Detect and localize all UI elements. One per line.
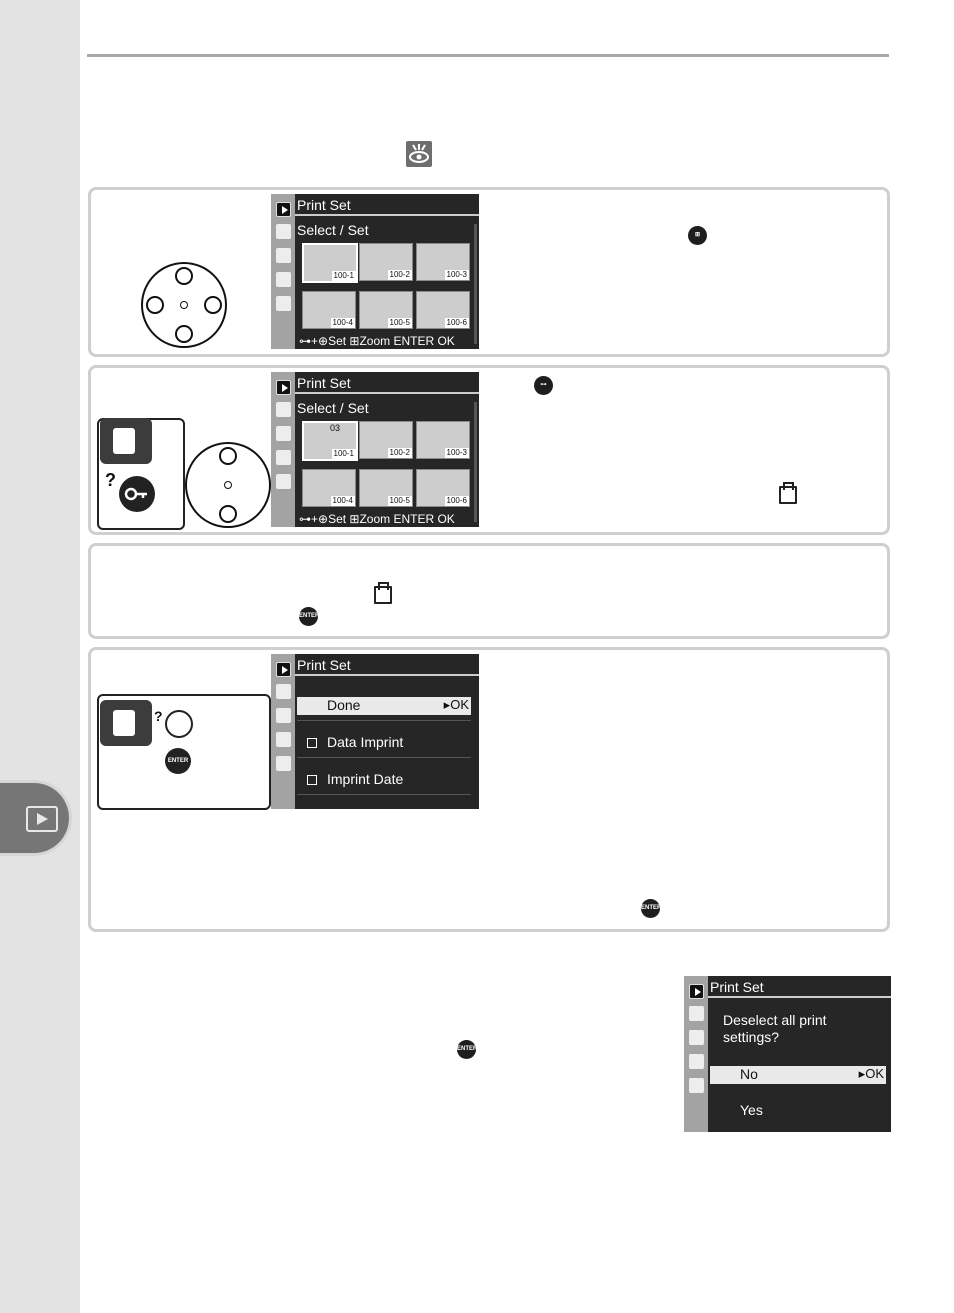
screen-subtitle: Select / Set	[297, 400, 369, 416]
step-1-panel	[88, 187, 890, 357]
menu-item-label: Imprint Date	[327, 771, 404, 787]
ok-indicator: ▸OK	[858, 1066, 884, 1081]
thumbnail-label: 100-3	[446, 448, 467, 457]
option-no[interactable]	[710, 1066, 886, 1084]
ok-label: OK	[450, 697, 469, 712]
playback-menu-icon	[689, 984, 704, 999]
thumbnail-label: 100-6	[446, 318, 467, 327]
header-line	[295, 674, 479, 676]
thumbnail[interactable]	[302, 469, 356, 507]
shooting-menu-icon	[689, 1006, 704, 1021]
print-icon	[374, 586, 392, 604]
multi-selector-dial	[185, 442, 271, 528]
step-4-panel	[88, 647, 890, 932]
center-dot-icon	[224, 481, 232, 489]
playback-icon	[26, 806, 58, 832]
thumbnail-label: 100-2	[389, 270, 410, 279]
right-arrow-icon	[204, 296, 222, 314]
enter-button-icon: ENTER	[641, 899, 660, 918]
header-rule	[87, 54, 889, 57]
print-count-badge: 03	[330, 423, 341, 433]
screen-side-menu	[684, 976, 708, 1132]
center-dot-icon	[180, 301, 188, 309]
thumbnail-label: 100-4	[332, 318, 353, 327]
playback-menu-icon	[276, 662, 291, 677]
header-line	[295, 214, 479, 216]
ok-label: OK	[865, 1066, 884, 1081]
step-3-panel	[88, 543, 890, 639]
left-arrow-icon	[146, 296, 164, 314]
thumbnail[interactable]	[359, 421, 413, 459]
custom-menu-icon	[276, 426, 291, 441]
shooting-menu-icon	[276, 224, 291, 239]
option-label: No	[740, 1066, 758, 1082]
menu-item-label: Done	[327, 697, 361, 713]
protect-button-icon: ⊶	[534, 376, 553, 395]
thumbnail[interactable]	[359, 291, 413, 329]
thumbnail-label: 100-6	[446, 496, 467, 505]
thumbnail-label: 100-3	[446, 270, 467, 279]
question-mark-icon: ?	[105, 470, 116, 490]
screen-title: Print Set	[710, 979, 764, 995]
retouch-menu-icon	[689, 1078, 704, 1093]
down-arrow-icon	[175, 325, 193, 343]
deselect-screen	[684, 976, 891, 1132]
thumbnail[interactable]	[359, 243, 413, 281]
screen-title: Print Set	[297, 375, 351, 391]
thumbnail-label: 100-5	[389, 318, 410, 327]
retouch-menu-icon	[276, 296, 291, 311]
custom-menu-icon	[689, 1030, 704, 1045]
setup-menu-icon	[276, 732, 291, 747]
setup-menu-icon	[276, 272, 291, 287]
screen-side-menu	[271, 372, 295, 527]
shooting-menu-icon	[276, 684, 291, 699]
step-2-panel	[88, 365, 890, 535]
thumbnail-label: 100-4	[332, 496, 353, 505]
print-icon	[779, 486, 797, 504]
retouch-menu-icon	[276, 756, 291, 771]
shooting-menu-icon	[276, 402, 291, 417]
option-label: Yes	[740, 1102, 763, 1118]
header-line	[708, 996, 891, 998]
playback-menu-icon	[276, 380, 291, 395]
multi-selector-dial	[141, 262, 227, 348]
eye-icon	[406, 141, 432, 167]
option-yes[interactable]	[710, 1102, 886, 1120]
screen-footer: ⊶+⊕Set ⊞Zoom ENTER OK	[299, 334, 455, 348]
scrollbar	[474, 224, 477, 344]
thumbnail[interactable]	[359, 469, 413, 507]
thumbnail[interactable]	[416, 243, 470, 281]
screen-footer: ⊶+⊕Set ⊞Zoom ENTER OK	[299, 512, 455, 526]
screen-side-menu	[271, 194, 295, 349]
thumbnail[interactable]	[302, 243, 358, 283]
up-arrow-icon	[219, 447, 237, 465]
zoom-button-icon: ⊞	[688, 226, 707, 245]
print-set-screen-2	[271, 372, 479, 527]
thumbnail[interactable]	[302, 291, 356, 329]
menu-item-done[interactable]	[297, 697, 471, 715]
divider	[297, 794, 471, 795]
deselect-prompt: Deselect all print settings?	[723, 1012, 827, 1045]
down-arrow-icon	[219, 505, 237, 523]
question-mark-icon: ?	[154, 708, 163, 724]
checkbox-icon[interactable]	[307, 738, 317, 748]
ok-indicator: ▸OK	[443, 697, 469, 712]
print-set-menu-screen	[271, 654, 479, 809]
retouch-menu-icon	[276, 474, 291, 489]
thumbnail-label: 100-1	[333, 271, 354, 280]
screen-side-menu	[271, 654, 295, 809]
enter-button	[165, 748, 191, 774]
enter-button-icon: ENTER	[299, 607, 318, 626]
custom-menu-icon	[276, 708, 291, 723]
enter-button-icon: ENTER	[457, 1040, 476, 1059]
thumbnail-label: 100-2	[389, 448, 410, 457]
protect-button-highlight	[100, 700, 152, 746]
thumbnail-label: 100-5	[389, 496, 410, 505]
protect-key-icon	[119, 476, 155, 512]
custom-menu-icon	[276, 248, 291, 263]
divider	[297, 720, 471, 721]
thumbnail[interactable]	[302, 421, 358, 461]
checkbox-icon[interactable]	[307, 775, 317, 785]
divider	[297, 757, 471, 758]
enter-label: ENTER	[167, 758, 189, 764]
menu-item-data-imprint[interactable]	[297, 734, 471, 752]
screen-title: Print Set	[297, 657, 351, 673]
screen-title: Print Set	[297, 197, 351, 213]
thumbnail-label: 100-1	[333, 449, 354, 458]
protect-key-icon	[165, 710, 193, 738]
playback-menu-icon	[276, 202, 291, 217]
thumbnail[interactable]	[416, 291, 470, 329]
menu-item-imprint-date[interactable]	[297, 771, 471, 789]
up-arrow-icon	[175, 267, 193, 285]
page-sidebar	[0, 0, 80, 1313]
setup-menu-icon	[276, 450, 291, 465]
scrollbar	[474, 402, 477, 522]
setup-menu-icon	[689, 1054, 704, 1069]
protect-button-highlight	[100, 418, 152, 464]
screen-subtitle: Select / Set	[297, 222, 369, 238]
thumbnail[interactable]	[416, 421, 470, 459]
print-set-screen-1	[271, 194, 479, 349]
thumbnail[interactable]	[416, 469, 470, 507]
header-line	[295, 392, 479, 394]
menu-item-label: Data Imprint	[327, 734, 404, 750]
